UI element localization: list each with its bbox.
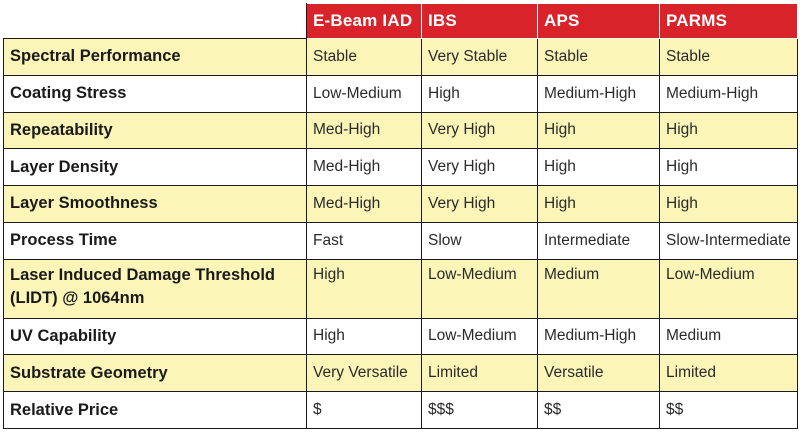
row-label: Coating Stress (4, 75, 307, 112)
row-label: Layer Smoothness (4, 186, 307, 223)
table-cell: Very High (422, 112, 538, 149)
coating-process-comparison-table (3, 3, 798, 429)
table-cell: High (538, 112, 660, 149)
row-label: Repeatability (4, 112, 307, 149)
table-row (4, 355, 798, 392)
row-label: UV Capability (4, 318, 307, 355)
column-header-parms: PARMS (660, 4, 798, 39)
table-cell: Medium-High (538, 318, 660, 355)
table-cell: Low-Medium (660, 259, 798, 318)
row-label: Spectral Performance (4, 39, 307, 76)
row-label: Substrate Geometry (4, 355, 307, 392)
column-header-ebeam-iad: E-Beam IAD (307, 4, 422, 39)
table-cell: High (538, 149, 660, 186)
table-cell: Medium (660, 318, 798, 355)
table-cell: High (660, 149, 798, 186)
table-cell: Medium (538, 259, 660, 318)
table-row (4, 222, 798, 259)
table-row (4, 392, 798, 429)
table-cell: Low-Medium (422, 259, 538, 318)
table-cell: Limited (422, 355, 538, 392)
table-cell: Fast (307, 222, 422, 259)
row-label: Layer Density (4, 149, 307, 186)
table-cell: $$$ (422, 392, 538, 429)
table-cell: Limited (660, 355, 798, 392)
table-row (4, 39, 798, 76)
table-cell: Slow (422, 222, 538, 259)
column-header-ibs: IBS (422, 4, 538, 39)
table-cell: High (422, 75, 538, 112)
table-cell: Very High (422, 149, 538, 186)
table-cell: Slow-Intermediate (660, 222, 798, 259)
table-cell: High (660, 186, 798, 223)
row-label: Process Time (4, 222, 307, 259)
table-cell: Very Stable (422, 39, 538, 76)
table-cell: Versatile (538, 355, 660, 392)
table-cell: Med-High (307, 149, 422, 186)
row-label: Relative Price (4, 392, 307, 429)
table-row (4, 318, 798, 355)
table-row (4, 259, 798, 318)
table-cell: High (307, 259, 422, 318)
column-header-aps: APS (538, 4, 660, 39)
table-cell: Med-High (307, 112, 422, 149)
table-cell: Medium-High (538, 75, 660, 112)
table-cell: Intermediate (538, 222, 660, 259)
table-cell: Low-Medium (307, 75, 422, 112)
header-corner-cell (4, 4, 307, 39)
header-row (4, 4, 798, 39)
table-row (4, 149, 798, 186)
table-cell: $$ (538, 392, 660, 429)
table-cell: High (307, 318, 422, 355)
table-row (4, 75, 798, 112)
table-cell: High (660, 112, 798, 149)
table-cell: Med-High (307, 186, 422, 223)
table-cell: Stable (538, 39, 660, 76)
table-cell: Very Versatile (307, 355, 422, 392)
table-row (4, 112, 798, 149)
table-cell: High (538, 186, 660, 223)
table-cell: Low-Medium (422, 318, 538, 355)
table-cell: $ (307, 392, 422, 429)
table-cell: $$ (660, 392, 798, 429)
row-label: Laser Induced Damage Threshold (LIDT) @ 1064nm (4, 259, 307, 318)
table-cell: Stable (307, 39, 422, 76)
table-cell: Stable (660, 39, 798, 76)
table-cell: Medium-High (660, 75, 798, 112)
table-row (4, 186, 798, 223)
table-cell: Very High (422, 186, 538, 223)
